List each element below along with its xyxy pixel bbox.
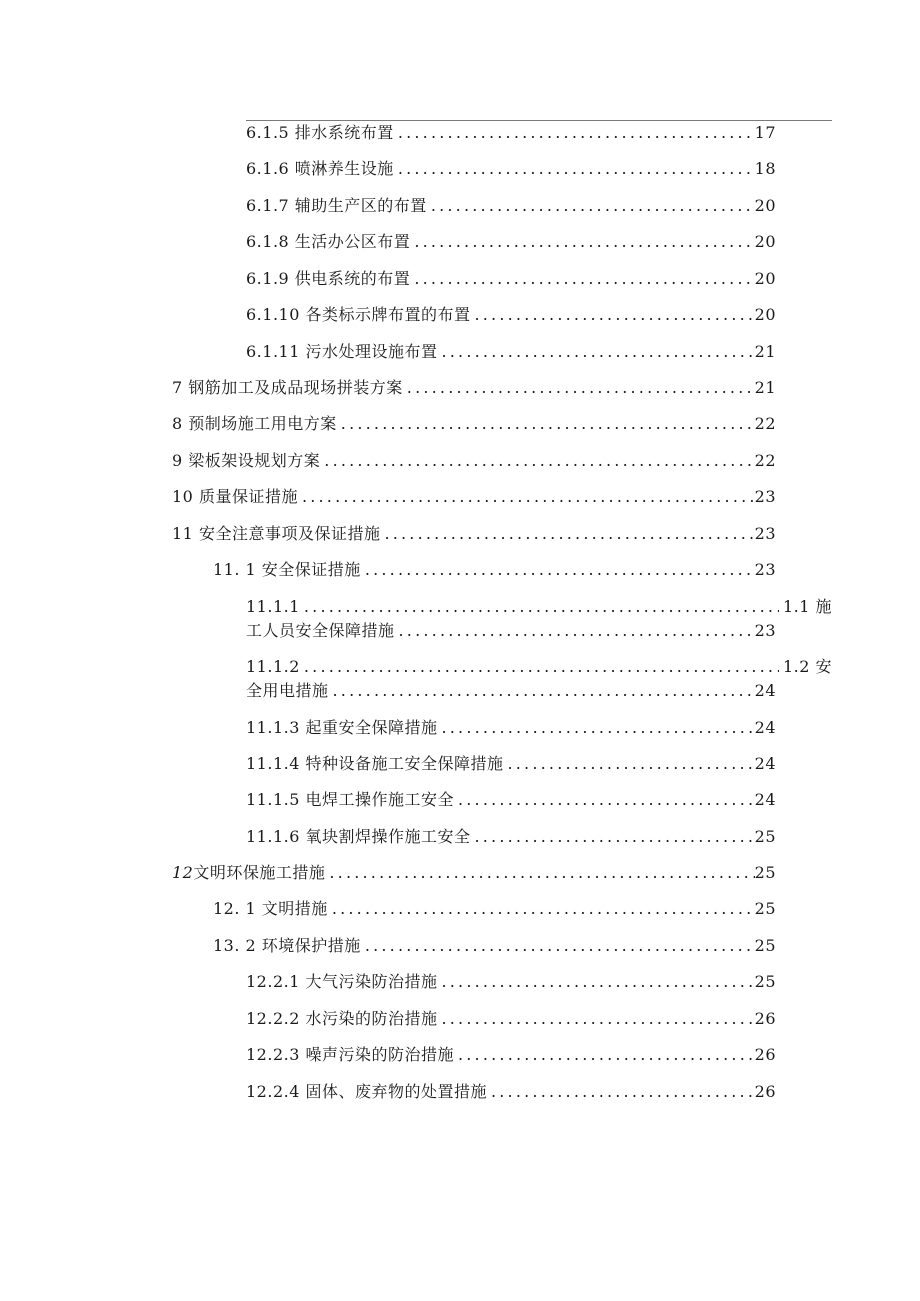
toc-entry-label: 11. 1 安全保证措施: [213, 560, 361, 579]
dot-leader: [337, 413, 755, 435]
toc-entry-label: [172, 862, 325, 884]
toc-entry-6-1-5[interactable]: [246, 122, 776, 144]
dot-leader: [437, 717, 754, 739]
toc-entry-11[interactable]: [172, 523, 776, 545]
dot-leader: [437, 1008, 754, 1030]
toc-entry-page: 22: [754, 451, 776, 470]
toc-entry-label: 11 安全注意事项及保证措施: [172, 524, 381, 543]
toc-entry-label: 12. 1 文明措施: [213, 899, 328, 918]
dot-leader: [361, 935, 755, 957]
toc-entry-title: 文明环保施工措施: [193, 863, 326, 882]
dot-leader: [394, 122, 755, 144]
toc-entry-page: 26: [754, 1082, 776, 1101]
toc-entry-12-1[interactable]: [213, 898, 776, 920]
toc-entry-11-1-3[interactable]: [246, 717, 776, 739]
toc-entry-page: 20: [754, 196, 776, 215]
toc-entry-6-1-6[interactable]: [246, 158, 776, 180]
toc-entry-label: 6.1.11 污水处理设施布置: [246, 342, 438, 361]
toc-entry-6-1-8[interactable]: [246, 231, 776, 253]
toc-entry-label: 13. 2 环境保护措施: [213, 936, 361, 955]
toc-entry-label: 10 质量保证措施: [172, 487, 298, 506]
dot-leader: [325, 862, 754, 884]
toc-entry-tail: 1.1 施: [782, 597, 832, 616]
toc-entry-6-1-11[interactable]: [246, 341, 776, 363]
dot-leader: [503, 753, 754, 775]
dot-leader: [470, 304, 754, 326]
toc-entry-11-1-1[interactable]: [246, 596, 832, 618]
dot-leader: [470, 826, 754, 848]
toc-entry-page: 18: [754, 159, 776, 178]
toc-entry-11-1-5[interactable]: [246, 789, 776, 811]
toc-entry-page: 21: [754, 378, 776, 397]
toc-entry-label: 全用电措施: [246, 681, 329, 700]
toc-entry-8[interactable]: [172, 413, 776, 435]
toc-entry-label: 11.1.3 起重安全保障措施: [246, 718, 438, 737]
toc-entry-label: 6.1.10 各类标示牌布置的布置: [246, 305, 471, 324]
toc-entry-label: 11.1.5 电焊工操作施工安全: [246, 790, 454, 809]
toc-entry-page: 26: [754, 1045, 776, 1064]
toc-entry-label: 6.1.5 排水系统布置: [246, 123, 394, 142]
toc-entry-12-2-1[interactable]: [246, 971, 776, 993]
toc-entry-page: 26: [754, 1009, 776, 1028]
toc-entry-11-1-2-continuation[interactable]: [246, 680, 776, 702]
toc-entry-page: 24: [754, 790, 776, 809]
toc-entry-page: 24: [754, 718, 776, 737]
dot-leader: [300, 596, 779, 618]
toc-entry-page: 25: [754, 936, 776, 955]
toc-entry-number: 12: [172, 863, 194, 882]
toc-entry-label: 11.1.4 特种设备施工安全保障措施: [246, 754, 504, 773]
toc-entry-12[interactable]: [172, 862, 776, 884]
toc-entry-label: 11.1.2: [246, 657, 300, 676]
toc-entry-label: 8 预制场施工用电方案: [172, 414, 337, 433]
dot-leader: [454, 789, 755, 811]
toc-entry-12-2-2[interactable]: [246, 1008, 776, 1030]
dot-leader: [427, 195, 755, 217]
dot-leader: [437, 341, 754, 363]
toc-entry-label: 7 钢筋加工及成品现场拼装方案: [172, 378, 403, 397]
toc-entry-label: 工人员安全保障措施: [246, 621, 395, 640]
toc-entry-label: 6.1.7 辅助生产区的布置: [246, 196, 427, 215]
toc-entry-page: 23: [754, 487, 776, 506]
dot-leader: [403, 377, 755, 399]
toc-entry-11-1-1-continuation[interactable]: [246, 620, 776, 642]
dot-leader: [298, 486, 755, 508]
dot-leader: [394, 158, 755, 180]
toc-entry-page: 20: [754, 269, 776, 288]
toc-entry-6-1-7[interactable]: [246, 195, 776, 217]
toc-entry-label: 6.1.8 生活办公区布置: [246, 232, 411, 251]
toc-entry-11-1[interactable]: [213, 559, 776, 581]
toc-entry-page: 20: [754, 232, 776, 251]
dot-leader: [437, 971, 754, 993]
toc-entry-13-2[interactable]: [213, 935, 776, 957]
dot-leader: [395, 620, 755, 642]
toc-entry-6-1-9[interactable]: [246, 268, 776, 290]
dot-leader: [410, 268, 754, 290]
toc-entry-page: 22: [754, 414, 776, 433]
toc-entry-page: 25: [754, 827, 776, 846]
toc-entry-11-1-6[interactable]: [246, 826, 776, 848]
toc-entry-12-2-3[interactable]: [246, 1044, 776, 1066]
toc-entry-7[interactable]: [172, 377, 776, 399]
toc-entry-6-1-10[interactable]: [246, 304, 776, 326]
toc-entry-label: 11.1.1: [246, 597, 300, 616]
toc-entry-page: 25: [754, 863, 776, 882]
toc-entry-page: 23: [754, 524, 776, 543]
dot-leader: [329, 680, 755, 702]
dot-leader: [300, 656, 779, 678]
toc-entry-label: 12.2.4 固体、废弃物的处置措施: [246, 1082, 487, 1101]
toc-entry-page: 25: [754, 972, 776, 991]
toc-entry-label: 12.2.3 噪声污染的防治措施: [246, 1045, 454, 1064]
dot-leader: [487, 1081, 755, 1103]
dot-leader: [361, 559, 755, 581]
toc-entry-page: 23: [754, 621, 776, 640]
dot-leader: [320, 450, 754, 472]
toc-entry-label: 6.1.9 供电系统的布置: [246, 269, 411, 288]
toc-entry-12-2-4[interactable]: [246, 1081, 776, 1103]
toc-entry-11-1-2[interactable]: [246, 656, 832, 678]
toc-entry-label: 11.1.6 氧块割焊操作施工安全: [246, 827, 471, 846]
toc-entry-9[interactable]: [172, 450, 776, 472]
dot-leader: [328, 898, 755, 920]
toc-entry-page: 24: [754, 754, 776, 773]
toc-entry-page: 24: [754, 681, 776, 700]
toc-entry-page: 20: [754, 305, 776, 324]
toc-entry-10[interactable]: [172, 486, 776, 508]
dot-leader: [380, 523, 754, 545]
toc-entry-tail: 1.2 安: [782, 657, 832, 676]
toc-entry-page: 21: [754, 342, 776, 361]
toc-entry-page: 23: [754, 560, 776, 579]
toc-entry-label: 12.2.2 水污染的防治措施: [246, 1009, 438, 1028]
dot-leader: [410, 231, 754, 253]
toc-entry-page: 25: [754, 899, 776, 918]
toc-entry-label: 12.2.1 大气污染防治措施: [246, 972, 438, 991]
toc-entry-11-1-4[interactable]: [246, 753, 776, 775]
toc-entry-page: 17: [754, 123, 776, 142]
toc-entry-label: 9 梁板架设规划方案: [172, 451, 321, 470]
toc-entry-label: 6.1.6 喷淋养生设施: [246, 159, 394, 178]
dot-leader: [454, 1044, 755, 1066]
